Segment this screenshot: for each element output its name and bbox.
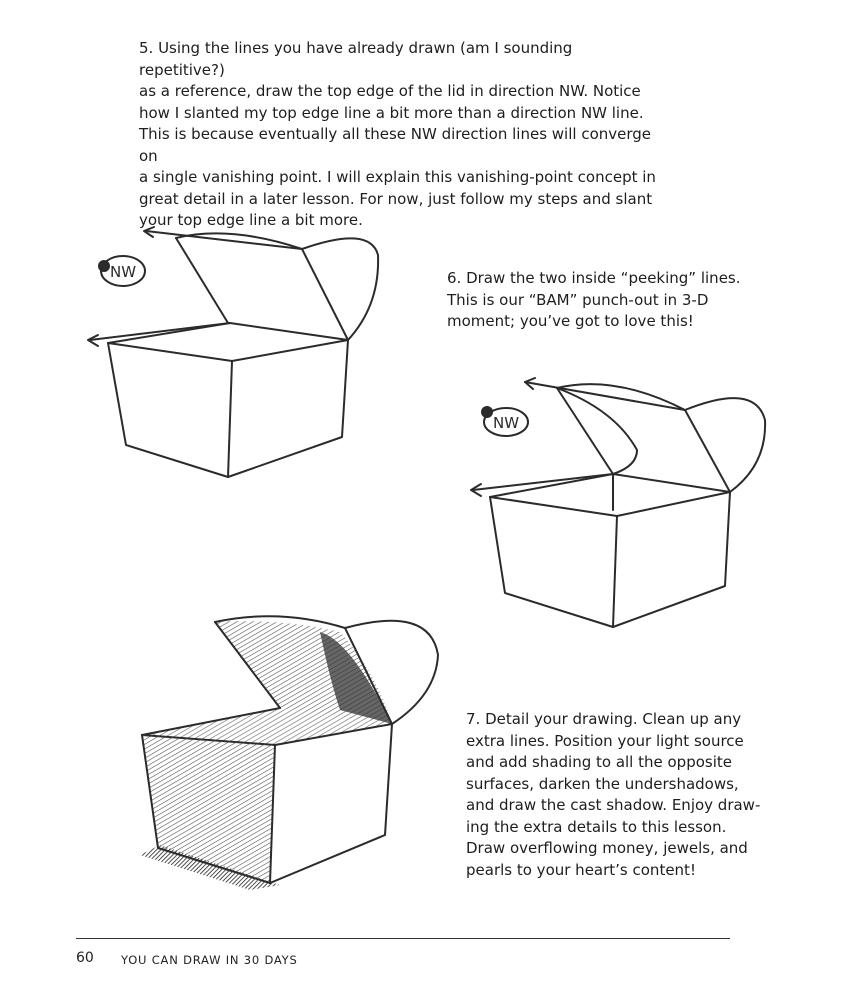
nw-badge-label: NW bbox=[492, 414, 520, 432]
chest-drawing-step-7-shaded bbox=[130, 600, 450, 900]
page-number: 60 bbox=[76, 950, 94, 966]
step-7-text: 7. Detail your drawing. Clean up any extra lines. Position your light source and add shading to all the opposite surfaces, darken the undershadows, and draw the cast shadow. Enjoy draw- ing the extra details to this lesson. Draw overflowing money, jewels, and pearls to your heart’s content! bbox=[466, 710, 761, 879]
step-6-text: 6. Draw the two inside “peeking” lines. This is our “BAM” punch-out in 3-D moment; you’ve got to love this! bbox=[447, 269, 741, 330]
chest-drawing-step-5 bbox=[80, 215, 400, 495]
chest-drawing-step-6 bbox=[465, 370, 775, 640]
footer-rule bbox=[76, 938, 730, 939]
nw-badge-label: NW bbox=[109, 263, 137, 281]
running-head: YOU CAN DRAW IN 30 DAYS bbox=[121, 953, 298, 967]
nw-direction-badge bbox=[481, 406, 528, 436]
step-5-text: 5. Using the lines you have already drawn (am I sounding repetitive?) as a reference, draw the top edge of the lid in direction NW. Notice how I slanted my top edge line a bit more than a direction NW line. This is because eventually all these NW direction lines will converge on a single vanishing point. I will explain this vanishing-point concept in great detail in a later lesson. For now, just follow my steps and slant your top edge line a bit more. bbox=[139, 39, 656, 229]
nw-direction-badge bbox=[98, 256, 145, 286]
